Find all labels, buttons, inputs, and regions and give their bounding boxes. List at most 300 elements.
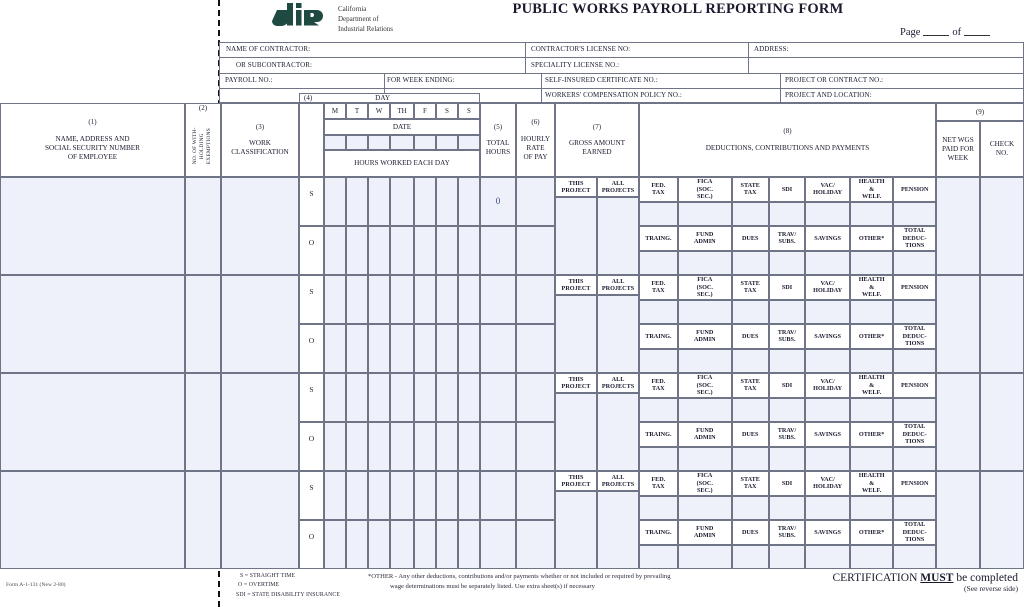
label-gross-this-project xyxy=(555,471,597,491)
label-deduction-2-1 xyxy=(639,226,678,251)
label-deduction-2-7-text: TOTAL DEDUC- TIONS xyxy=(902,423,927,445)
cell-deduction-1-4[interactable] xyxy=(769,496,806,521)
column-header-check-no xyxy=(980,121,1024,177)
cell-hours-straight-7[interactable] xyxy=(458,177,480,226)
cell-rate-of-pay-straight[interactable] xyxy=(516,471,555,520)
label-deduction-1-3-text: STATE TAX xyxy=(740,377,760,393)
row-marker-overtime-text: O xyxy=(308,434,315,443)
cell-gross-this-project[interactable] xyxy=(555,197,597,275)
cell-rate-of-pay-overtime[interactable] xyxy=(516,422,555,471)
input-workers-compensation-policy-no[interactable] xyxy=(674,89,779,102)
cell-deduction-2-3[interactable] xyxy=(732,447,769,472)
label-deduction-2-2 xyxy=(678,422,732,447)
cell-hours-overtime-6[interactable] xyxy=(436,422,458,471)
cell-deduction-2-5[interactable] xyxy=(805,447,850,472)
label-deduction-2-6-text: OTHER* xyxy=(858,430,885,438)
label-deduction-1-1-text: FED. TAX xyxy=(651,279,666,295)
cell-deduction-1-3[interactable] xyxy=(732,300,769,325)
row-marker-overtime xyxy=(299,422,324,471)
cell-exemptions[interactable] xyxy=(185,275,221,373)
label-project-or-contract-no: PROJECT OR CONTRACT NO.: xyxy=(785,76,884,84)
label-for-week-ending: FOR WEEK ENDING: xyxy=(387,76,455,84)
cell-hours-straight-6[interactable] xyxy=(436,471,458,520)
cell-deduction-1-4[interactable] xyxy=(769,398,806,423)
input-for-week-ending[interactable] xyxy=(454,74,540,87)
label-deduction-1-3-text: STATE TAX xyxy=(740,279,760,295)
cell-deduction-2-1[interactable] xyxy=(639,447,678,472)
cell-hours-overtime-6[interactable] xyxy=(436,520,458,569)
cell-rate-of-pay-straight[interactable] xyxy=(516,373,555,422)
cell-hours-overtime-4[interactable] xyxy=(390,422,414,471)
label-deduction-1-7 xyxy=(893,373,936,398)
cell-total-hours-straight[interactable] xyxy=(480,373,516,422)
label-deduction-2-3-text: DUES xyxy=(741,528,759,536)
date-input-2[interactable] xyxy=(346,135,368,150)
cell-hours-overtime-7[interactable] xyxy=(458,324,480,373)
label-deduction-1-6-text: HEALTH & WELF. xyxy=(858,276,885,298)
label-deduction-2-3 xyxy=(732,520,769,545)
cell-hours-overtime-2[interactable] xyxy=(346,520,368,569)
cell-deduction-1-6[interactable] xyxy=(850,202,894,227)
label-deduction-1-4 xyxy=(769,177,806,202)
label-deduction-1-6-text: HEALTH & WELF. xyxy=(858,472,885,494)
label-deduction-2-4-text: TRAV/ SUBS. xyxy=(777,426,797,442)
row-marker-straight-text: S xyxy=(309,483,314,492)
cell-employee-info[interactable] xyxy=(0,373,185,471)
label-deduction-2-6 xyxy=(850,422,894,447)
label-deduction-2-1-text: TRAING. xyxy=(645,528,672,536)
date-input-3[interactable] xyxy=(368,135,390,150)
cell-deduction-2-2[interactable] xyxy=(678,349,732,374)
label-deduction-2-7-text: TOTAL DEDUC- TIONS xyxy=(902,227,927,249)
label-gross-this-project xyxy=(555,373,597,393)
cell-hours-overtime-1[interactable] xyxy=(324,520,346,569)
cell-deduction-2-3[interactable] xyxy=(732,545,769,570)
cell-hours-overtime-4[interactable] xyxy=(390,520,414,569)
cell-exemptions[interactable] xyxy=(185,471,221,569)
label-gross-all-projects xyxy=(597,177,639,197)
label-deduction-2-4 xyxy=(769,324,806,349)
agency-line-1: California xyxy=(338,5,367,13)
label-deduction-2-1 xyxy=(639,422,678,447)
cell-deduction-2-7[interactable] xyxy=(893,349,936,374)
label-deduction-2-4 xyxy=(769,422,806,447)
cell-hours-straight-4[interactable] xyxy=(390,275,414,324)
cell-total-hours-overtime[interactable] xyxy=(480,520,516,569)
cell-deduction-1-5[interactable] xyxy=(805,496,850,521)
label-or-subcontractor: OR SUBCONTRACTOR: xyxy=(236,61,313,69)
label-gross-all-projects-text: ALL PROJECTS xyxy=(601,375,635,390)
page-total-input[interactable] xyxy=(964,24,990,36)
cell-hours-straight-7[interactable] xyxy=(458,471,480,520)
cell-deduction-1-6[interactable] xyxy=(850,398,894,423)
cell-hours-overtime-2[interactable] xyxy=(346,422,368,471)
cell-rate-of-pay-overtime[interactable] xyxy=(516,226,555,275)
label-deduction-1-2-text: FICA (SOC. SEC.) xyxy=(696,178,713,200)
cell-gross-all-projects[interactable] xyxy=(597,491,639,569)
page-title: PUBLIC WORKS PAYROLL REPORTING FORM xyxy=(512,1,844,17)
cell-deduction-2-4[interactable] xyxy=(769,349,806,374)
day-header-7-text: S xyxy=(467,106,471,115)
date-input-7[interactable] xyxy=(458,135,480,150)
label-deduction-2-4-text: TRAV/ SUBS. xyxy=(777,328,797,344)
cell-hours-overtime-3[interactable] xyxy=(368,324,390,373)
cell-deduction-2-7[interactable] xyxy=(893,447,936,472)
day-header-3 xyxy=(368,103,390,119)
cell-hours-straight-6[interactable] xyxy=(436,373,458,422)
cell-hours-straight-1[interactable] xyxy=(324,471,346,520)
row-marker-overtime xyxy=(299,226,324,275)
label-deduction-1-6 xyxy=(850,275,894,300)
cell-deduction-2-6[interactable] xyxy=(850,545,894,570)
date-input-1[interactable] xyxy=(324,135,346,150)
cell-hours-overtime-7[interactable] xyxy=(458,422,480,471)
input-project-and-location[interactable] xyxy=(879,89,1023,102)
label-deduction-2-4 xyxy=(769,520,806,545)
label-contractors-license-no: CONTRACTOR'S LICENSE NO: xyxy=(531,45,631,53)
cell-hours-straight-3[interactable] xyxy=(368,275,390,324)
label-deduction-2-2-text: FUND ADMIN xyxy=(693,230,716,246)
cell-deduction-1-3[interactable] xyxy=(732,202,769,227)
cell-hours-straight-7[interactable] xyxy=(458,275,480,324)
cell-gross-all-projects[interactable] xyxy=(597,295,639,373)
cell-hours-overtime-7[interactable] xyxy=(458,520,480,569)
cell-deduction-1-2[interactable] xyxy=(678,398,732,423)
label-deduction-1-1-text: FED. TAX xyxy=(651,475,666,491)
cell-hours-straight-1[interactable] xyxy=(324,275,346,324)
label-deduction-2-5-text: SAVINGS xyxy=(814,234,841,242)
label-deduction-2-3 xyxy=(732,422,769,447)
cell-deduction-2-4[interactable] xyxy=(769,251,806,276)
cell-deduction-2-5[interactable] xyxy=(805,251,850,276)
certification-prefix: CERTIFICATION xyxy=(832,572,921,584)
column-header-net-wages xyxy=(936,121,980,177)
cell-hours-overtime-5[interactable] xyxy=(414,226,436,275)
cell-hours-straight-6[interactable] xyxy=(436,275,458,324)
cell-rate-of-pay-straight[interactable] xyxy=(516,177,555,226)
label-deduction-2-5 xyxy=(805,226,850,251)
certification-must: MUST xyxy=(920,572,954,584)
input-name-of-contractor[interactable] xyxy=(309,43,524,57)
label-deduction-2-2 xyxy=(678,520,732,545)
column-header-gross-amount xyxy=(555,103,639,177)
label-deduction-1-5 xyxy=(805,177,850,202)
input-or-subcontractor[interactable] xyxy=(309,58,524,72)
day-header-3-text: W xyxy=(375,106,383,115)
cell-hours-straight-7[interactable] xyxy=(458,373,480,422)
column-header-deductions-label: DEDUCTIONS, CONTRIBUTIONS AND PAYMENTS xyxy=(705,143,870,152)
input-payroll-no[interactable] xyxy=(279,74,383,87)
cell-total-hours-straight[interactable] xyxy=(480,275,516,324)
input-address[interactable] xyxy=(799,43,1023,72)
cell-hours-straight-1[interactable] xyxy=(324,373,346,422)
label-deduction-2-2-text: FUND ADMIN xyxy=(693,524,716,540)
cell-deduction-2-6[interactable] xyxy=(850,447,894,472)
cell-deduction-1-5[interactable] xyxy=(805,202,850,227)
day-header-2 xyxy=(346,103,368,119)
cell-check-no[interactable] xyxy=(980,177,1024,275)
cell-hours-straight-2[interactable] xyxy=(346,471,368,520)
cell-deduction-1-5[interactable] xyxy=(805,398,850,423)
cell-hours-straight-5[interactable] xyxy=(414,275,436,324)
cell-gross-this-project[interactable] xyxy=(555,393,597,471)
cell-hours-overtime-5[interactable] xyxy=(414,422,436,471)
label-deduction-1-5-text: VAC/ HOLIDAY xyxy=(813,377,843,393)
cell-deduction-1-1[interactable] xyxy=(639,202,678,227)
label-deduction-2-5 xyxy=(805,324,850,349)
cell-hours-straight-3[interactable] xyxy=(368,471,390,520)
legend-straight-time: S = STRAIGHT TIME xyxy=(240,573,296,579)
column-header-deductions-number: (8) xyxy=(783,127,792,136)
cell-hours-overtime-3[interactable] xyxy=(368,520,390,569)
cell-hours-straight-4[interactable] xyxy=(390,373,414,422)
cell-employee-info[interactable] xyxy=(0,275,185,373)
cell-deduction-2-1[interactable] xyxy=(639,545,678,570)
cell-employee-info[interactable] xyxy=(0,177,185,275)
day-header-1-text: M xyxy=(331,106,339,115)
cell-net-wages[interactable] xyxy=(936,373,980,471)
cell-deduction-2-4[interactable] xyxy=(769,545,806,570)
label-deduction-2-2 xyxy=(678,324,732,349)
cell-deduction-1-5[interactable] xyxy=(805,300,850,325)
label-deduction-2-7 xyxy=(893,226,936,251)
cell-hours-straight-4[interactable] xyxy=(390,177,414,226)
cell-deduction-1-7[interactable] xyxy=(893,398,936,423)
cell-rate-of-pay-straight[interactable] xyxy=(516,275,555,324)
input-project-or-contract-no[interactable] xyxy=(884,74,1023,87)
cell-deduction-1-3[interactable] xyxy=(732,496,769,521)
cell-deduction-2-2[interactable] xyxy=(678,447,732,472)
legend-block xyxy=(236,572,340,600)
cell-deduction-2-3[interactable] xyxy=(732,349,769,374)
cell-total-hours-straight[interactable]: 0 xyxy=(480,177,516,226)
cell-hours-straight-6[interactable] xyxy=(436,177,458,226)
cell-gross-this-project[interactable] xyxy=(555,491,597,569)
cell-hours-overtime-2[interactable] xyxy=(346,226,368,275)
column-header-work-classification-number: (3) xyxy=(255,122,265,131)
cell-exemptions[interactable] xyxy=(185,373,221,471)
column-header-employee xyxy=(0,103,185,177)
cell-deduction-1-7[interactable] xyxy=(893,496,936,521)
label-gross-all-projects-text: ALL PROJECTS xyxy=(601,473,635,488)
cell-total-hours-overtime[interactable] xyxy=(480,422,516,471)
cell-hours-straight-5[interactable] xyxy=(414,471,436,520)
cell-hours-straight-3[interactable] xyxy=(368,373,390,422)
label-deduction-1-6 xyxy=(850,373,894,398)
cell-hours-overtime-6[interactable] xyxy=(436,324,458,373)
cell-gross-all-projects[interactable] xyxy=(597,393,639,471)
row-marker-straight xyxy=(299,471,324,520)
label-deduction-2-4-text: TRAV/ SUBS. xyxy=(777,230,797,246)
hours-worked-band-label xyxy=(324,150,480,177)
label-deduction-1-7-text: PENSION xyxy=(900,283,929,291)
cell-deduction-1-7[interactable] xyxy=(893,202,936,227)
cell-hours-straight-4[interactable] xyxy=(390,471,414,520)
cell-deduction-2-6[interactable] xyxy=(850,349,894,374)
label-gross-this-project-text: THIS PROJECT xyxy=(561,473,591,488)
cell-deduction-1-6[interactable] xyxy=(850,300,894,325)
input-contractors-license-no[interactable] xyxy=(631,43,747,57)
cell-deduction-1-3[interactable] xyxy=(732,398,769,423)
cell-deduction-1-6[interactable] xyxy=(850,496,894,521)
day-header-6 xyxy=(436,103,458,119)
cell-hours-straight-3[interactable] xyxy=(368,177,390,226)
cell-total-hours-overtime[interactable] xyxy=(480,324,516,373)
label-deduction-2-7-text: TOTAL DEDUC- TIONS xyxy=(902,325,927,347)
cell-hours-overtime-4[interactable] xyxy=(390,324,414,373)
label-deduction-1-1 xyxy=(639,177,678,202)
column-header-total-hours-label: TOTAL HOURS xyxy=(485,139,511,157)
label-deduction-2-7 xyxy=(893,422,936,447)
other-footnote xyxy=(368,572,758,592)
cell-deduction-2-6[interactable] xyxy=(850,251,894,276)
cell-deduction-1-1[interactable] xyxy=(639,496,678,521)
cell-deduction-2-3[interactable] xyxy=(732,251,769,276)
label-deduction-2-1-text: TRAING. xyxy=(645,332,672,340)
agency-name xyxy=(338,4,393,34)
cell-hours-overtime-4[interactable] xyxy=(390,226,414,275)
column-header-work-classification xyxy=(221,103,299,177)
cell-deduction-1-7[interactable] xyxy=(893,300,936,325)
cell-net-wages[interactable] xyxy=(936,471,980,569)
label-gross-all-projects xyxy=(597,275,639,295)
date-input-6[interactable] xyxy=(436,135,458,150)
date-input-4[interactable] xyxy=(390,135,414,150)
cell-deduction-2-4[interactable] xyxy=(769,447,806,472)
date-input-5[interactable] xyxy=(414,135,436,150)
label-deduction-1-3-text: STATE TAX xyxy=(740,181,760,197)
label-deduction-1-3 xyxy=(732,275,769,300)
cell-hours-straight-2[interactable] xyxy=(346,275,368,324)
cell-deduction-2-7[interactable] xyxy=(893,251,936,276)
cell-deduction-2-1[interactable] xyxy=(639,349,678,374)
label-gross-this-project-text: THIS PROJECT xyxy=(561,179,591,194)
cell-hours-overtime-1[interactable] xyxy=(324,422,346,471)
row-marker-overtime-text: O xyxy=(308,532,315,541)
cell-gross-this-project[interactable] xyxy=(555,295,597,373)
cell-rate-of-pay-overtime[interactable] xyxy=(516,520,555,569)
label-deduction-2-6 xyxy=(850,520,894,545)
cell-hours-overtime-1[interactable] xyxy=(324,324,346,373)
cell-total-hours-straight[interactable] xyxy=(480,471,516,520)
cell-hours-straight-2[interactable] xyxy=(346,177,368,226)
date-band-label xyxy=(324,119,480,135)
input-self-insured-certificate-no[interactable] xyxy=(669,74,779,87)
label-deduction-1-4-text: SDI xyxy=(781,381,793,389)
cell-work-classification[interactable] xyxy=(221,471,299,569)
cell-net-wages[interactable] xyxy=(936,275,980,373)
cell-hours-overtime-1[interactable] xyxy=(324,226,346,275)
cell-exemptions[interactable] xyxy=(185,177,221,275)
label-gross-all-projects-text: ALL PROJECTS xyxy=(601,179,635,194)
label-deduction-1-4-text: SDI xyxy=(781,479,793,487)
day-header-7 xyxy=(458,103,480,119)
cell-deduction-1-4[interactable] xyxy=(769,300,806,325)
cell-hours-overtime-3[interactable] xyxy=(368,422,390,471)
form-footer xyxy=(0,569,1024,607)
cell-hours-straight-5[interactable] xyxy=(414,177,436,226)
input-speciality-license-no[interactable] xyxy=(631,58,747,72)
cell-work-classification[interactable] xyxy=(221,177,299,275)
cell-hours-straight-2[interactable] xyxy=(346,373,368,422)
label-address: ADDRESS: xyxy=(754,45,789,53)
cell-deduction-1-4[interactable] xyxy=(769,202,806,227)
cell-deduction-2-2[interactable] xyxy=(678,251,732,276)
cell-hours-overtime-6[interactable] xyxy=(436,226,458,275)
page-number-input[interactable] xyxy=(923,24,949,36)
cell-hours-overtime-5[interactable] xyxy=(414,520,436,569)
cell-hours-straight-5[interactable] xyxy=(414,373,436,422)
other-footnote-line-2: wage determinations must be separately listed. Use extra sheet(s) if necessary xyxy=(390,582,595,590)
cell-check-no[interactable] xyxy=(980,373,1024,471)
row-marker-overtime-text: O xyxy=(308,336,315,345)
label-deduction-2-5 xyxy=(805,422,850,447)
cell-check-no[interactable] xyxy=(980,275,1024,373)
cell-work-classification[interactable] xyxy=(221,275,299,373)
label-deduction-1-3-text: STATE TAX xyxy=(740,475,760,491)
label-gross-all-projects xyxy=(597,373,639,393)
cell-rate-of-pay-overtime[interactable] xyxy=(516,324,555,373)
label-deduction-2-5-text: SAVINGS xyxy=(814,332,841,340)
column-header-net-wages-line-2: PAID FOR xyxy=(942,144,974,153)
cell-deduction-1-1[interactable] xyxy=(639,398,678,423)
column-header-gross-amount-label: GROSS AMOUNT EARNED xyxy=(568,139,626,157)
cell-net-wages[interactable] xyxy=(936,177,980,275)
column-header-net-group xyxy=(936,103,1024,121)
label-deduction-2-4 xyxy=(769,226,806,251)
agency-line-3: Industrial Relations xyxy=(338,25,394,34)
cell-deduction-1-2[interactable] xyxy=(678,300,732,325)
cell-deduction-2-2[interactable] xyxy=(678,545,732,570)
column-header-net-group-number: (9) xyxy=(975,107,985,116)
label-payroll-no: PAYROLL NO.: xyxy=(225,76,273,84)
cell-hours-straight-1[interactable] xyxy=(324,177,346,226)
label-deduction-2-6 xyxy=(850,226,894,251)
label-deduction-1-1 xyxy=(639,471,678,496)
cell-deduction-2-1[interactable] xyxy=(639,251,678,276)
label-deduction-2-1 xyxy=(639,520,678,545)
cell-hours-overtime-3[interactable] xyxy=(368,226,390,275)
label-deduction-1-3 xyxy=(732,373,769,398)
cell-deduction-1-2[interactable] xyxy=(678,496,732,521)
column-header-employee-number: (1) xyxy=(88,118,97,127)
cell-gross-all-projects[interactable] xyxy=(597,197,639,275)
cell-deduction-2-7[interactable] xyxy=(893,545,936,570)
row-marker-overtime-text: O xyxy=(308,238,315,247)
label-deduction-1-5-text: VAC/ HOLIDAY xyxy=(813,181,843,197)
label-deduction-2-2-text: FUND ADMIN xyxy=(693,328,716,344)
cell-hours-overtime-5[interactable] xyxy=(414,324,436,373)
label-deduction-2-3 xyxy=(732,324,769,349)
cell-check-no[interactable] xyxy=(980,471,1024,569)
cell-hours-overtime-7[interactable] xyxy=(458,226,480,275)
column-header-total-hours-number: (5) xyxy=(493,122,503,131)
cell-deduction-2-5[interactable] xyxy=(805,349,850,374)
row-marker-straight-text: S xyxy=(309,189,314,198)
column-header-gross-amount-number: (7) xyxy=(592,122,602,131)
cell-deduction-1-2[interactable] xyxy=(678,202,732,227)
cell-deduction-1-1[interactable] xyxy=(639,300,678,325)
cell-employee-info[interactable] xyxy=(0,471,185,569)
cell-total-hours-overtime[interactable] xyxy=(480,226,516,275)
cell-deduction-2-5[interactable] xyxy=(805,545,850,570)
cell-work-classification[interactable] xyxy=(221,373,299,471)
column-header-total-hours xyxy=(480,103,516,177)
label-deduction-2-1-text: TRAING. xyxy=(645,234,672,242)
label-deduction-1-1 xyxy=(639,275,678,300)
cell-hours-overtime-2[interactable] xyxy=(346,324,368,373)
label-deduction-2-2 xyxy=(678,226,732,251)
